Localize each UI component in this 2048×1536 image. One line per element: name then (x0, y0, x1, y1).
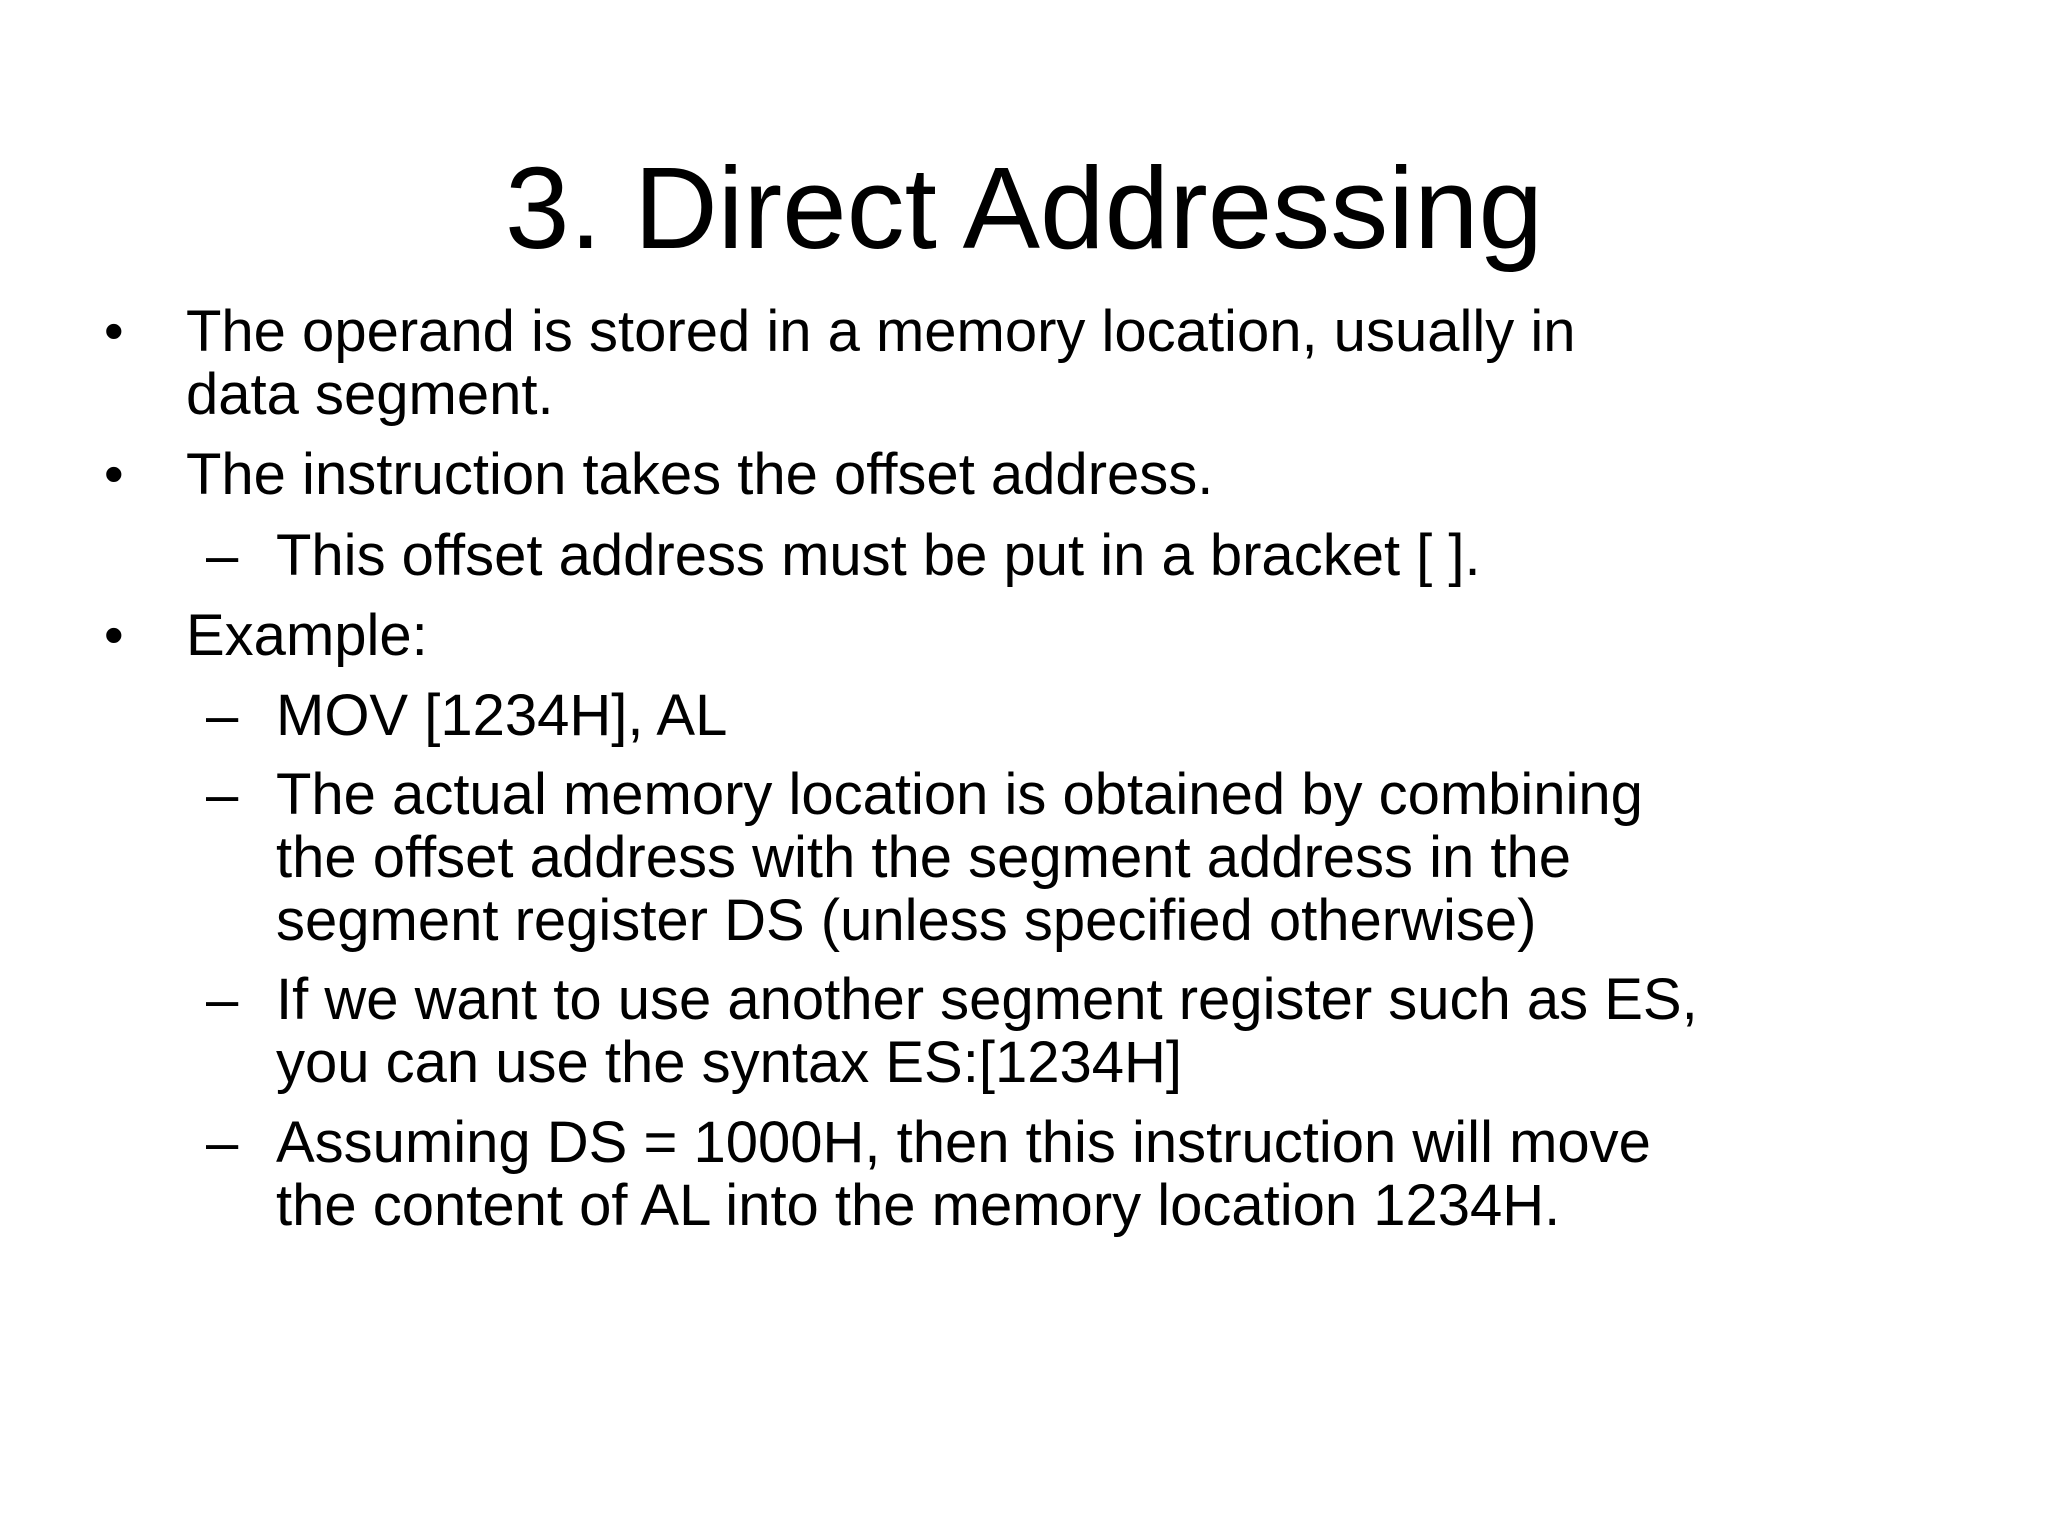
bullet-item: The operand is stored in a memory location, usually in data segment. (186, 299, 1576, 427)
bullet-item: Example: (186, 603, 428, 668)
bullet-marker: • (104, 299, 124, 362)
slide-title: 3. Direct Addressing (504, 143, 1544, 273)
dash-marker: – (206, 762, 239, 827)
bullet-marker: • (104, 442, 124, 505)
bullet-marker: • (104, 603, 124, 666)
sub-item: MOV [1234H], AL (276, 683, 728, 748)
dash-marker: – (206, 1110, 239, 1175)
dash-marker: – (206, 683, 239, 748)
bullet-item: The instruction takes the offset address. (186, 442, 1214, 507)
sub-item: The actual memory location is obtained by combining the offset address with the segment address in the segment register DS (unless specified otherwise) (276, 762, 1643, 953)
dash-marker: – (206, 523, 239, 588)
sub-item: If we want to use another segment register such as ES, you can use the syntax ES:[1234H] (276, 967, 1698, 1095)
sub-item: Assuming DS = 1000H, then this instruction will move the content of AL into the memory location 1234H. (276, 1110, 1651, 1238)
dash-marker: – (206, 967, 239, 1032)
sub-item: This offset address must be put in a bracket [ ]. (276, 523, 1481, 588)
